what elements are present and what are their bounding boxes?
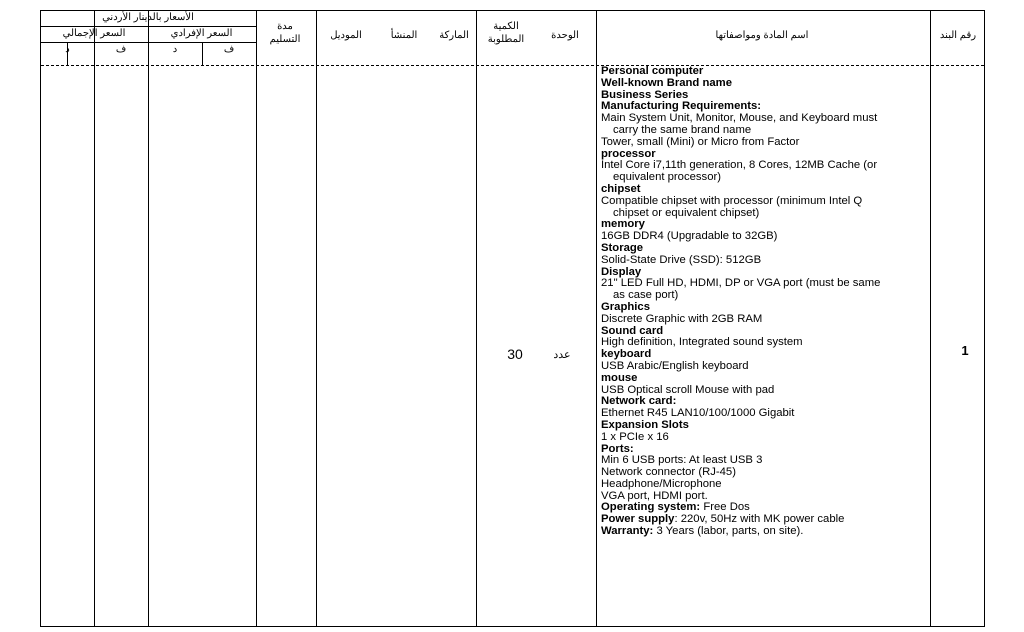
spec-line: USB Arabic/English keyboard <box>601 359 749 372</box>
header-model: الموديل <box>330 30 362 41</box>
spec-line-value: 3 Years (labor, parts, on site). <box>653 525 804 538</box>
spec-line: chipset <box>601 182 641 195</box>
header-brand: الماركة <box>439 30 469 41</box>
spec-line: Personal computer <box>601 65 704 77</box>
spec-line: Solid-State Drive (SSD): 512GB <box>601 253 762 266</box>
spec-line: Expansion Slots <box>601 418 689 431</box>
spec-line: Ports: <box>601 442 634 455</box>
spec-line: Manufacturing Requirements: <box>601 100 762 113</box>
spec-line: Well-known Brand name <box>601 76 732 89</box>
spec-line: mouse <box>601 371 638 384</box>
spec-line-label: Warranty: <box>601 525 654 538</box>
spec-line-value: Free Dos <box>700 501 750 514</box>
spec-line: Sound card <box>601 324 664 337</box>
spec-line: carry the same brand name <box>613 123 752 136</box>
header-quantity-2: المطلوبة <box>487 34 525 45</box>
spec-line: Main System Unit, Monitor, Mouse, and Keyboard must <box>601 112 878 125</box>
spec-line: Discrete Graphic with 2GB RAM <box>601 312 763 325</box>
spec-line: equivalent processor) <box>613 171 722 184</box>
header-unit-price: السعر الإفرادي <box>170 28 233 39</box>
col-line <box>476 11 477 626</box>
col-line <box>930 11 931 626</box>
header-delivery-2: التسليم <box>269 34 301 45</box>
header-dinar: د <box>65 44 70 55</box>
col-line <box>94 11 95 626</box>
spec-line: High definition, Integrated sound system <box>601 336 803 349</box>
spec-line: Intel Core i7,11th generation, 8 Cores, 12MB Cache (or <box>601 159 878 172</box>
spec-line: Ethernet R45 LAN10/100/1000 Gigabit <box>601 407 795 420</box>
spec-line-value: : 220v, 50Hz with MK power cable <box>674 513 845 526</box>
spec-line: Business Series <box>601 88 689 101</box>
quantity-value: 30 <box>507 346 523 362</box>
spec-line: Min 6 USB ports: At least USB 3 <box>601 454 763 467</box>
header-dinar: د <box>172 44 178 55</box>
header-total-price: السعر الإجمالي <box>62 28 126 39</box>
spec-line-label: Operating system: <box>601 501 701 514</box>
header-delivery-1: مدة <box>277 21 293 32</box>
header-unit: الوحدة <box>551 30 579 41</box>
header-origin: المنشأ <box>390 30 418 41</box>
spec-line: chipset or equivalent chipset) <box>613 206 760 219</box>
col-line <box>256 11 257 626</box>
spec-line: Compatible chipset with processor (minimum Intel Q <box>601 194 863 207</box>
header-prices-group: الأسعار بالدينار الأردني <box>102 12 194 23</box>
spec-line: as case port) <box>613 289 679 302</box>
unit-value: عدد <box>553 349 571 361</box>
spec-line-label: Power supply <box>601 513 675 526</box>
spec-line: Network card: <box>601 395 677 408</box>
header-item-no: رقم البند <box>939 30 977 41</box>
col-line <box>596 11 597 626</box>
col-line <box>148 11 149 626</box>
spec-line <box>601 526 927 538</box>
price-sub-divider <box>41 42 256 43</box>
spec-line: Headphone/Microphone <box>601 477 722 490</box>
spec-line: USB Optical scroll Mouse with pad <box>601 383 775 396</box>
spec-line: VGA port, HDMI port. <box>601 489 708 502</box>
spec-line: memory <box>601 218 645 231</box>
header-fils: ف <box>223 44 235 55</box>
spec-line: processor <box>601 147 656 160</box>
col-line <box>316 11 317 626</box>
header-fils: ف <box>115 44 127 55</box>
spec-line: Graphics <box>601 300 650 313</box>
header-quantity-1: الكمية <box>493 21 519 32</box>
spec-line: 16GB DDR4 (Upgradable to 32GB) <box>601 230 778 243</box>
specification-text <box>601 66 927 538</box>
item-number: 1 <box>961 343 969 358</box>
price-group-divider <box>41 26 256 27</box>
spec-line: Display <box>601 265 642 278</box>
spec-line: 21" LED Full HD, HDMI, DP or VGA port (must be same <box>601 277 881 290</box>
spec-line: Network connector (RJ-45) <box>601 466 736 479</box>
header-description: اسم المادة ومواصفاتها <box>715 30 809 41</box>
spec-line: Storage <box>601 241 644 254</box>
spec-line: keyboard <box>601 348 652 361</box>
spec-line: 1 x PCIe x 16 <box>601 430 669 443</box>
spec-line: Tower, small (Mini) or Micro from Factor <box>601 135 800 148</box>
